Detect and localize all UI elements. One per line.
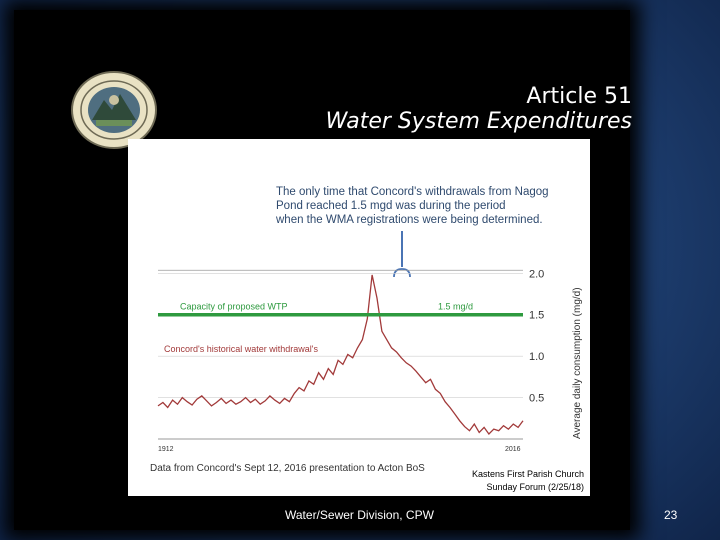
slide-title: Article 51 <box>526 84 632 109</box>
y-tick-label: 2.0 <box>529 268 545 281</box>
town-seal-icon <box>70 70 158 150</box>
capacity-label: Capacity of proposed WTP <box>180 301 288 312</box>
footer-division: Water/Sewer Division, CPW <box>285 508 434 522</box>
y-tick-label: 0.5 <box>529 392 545 405</box>
credit-line-1: Kastens First Parish Church <box>471 469 584 479</box>
withdrawal-chart <box>128 139 590 496</box>
source-note: Data from Concord's Sept 12, 2016 presentation to Acton BoS <box>150 463 425 474</box>
credit-line-2: Sunday Forum (2/25/18) <box>486 482 584 492</box>
capacity-value-label: 1.5 mg/d <box>438 301 474 312</box>
x-tick-last: 2016 <box>505 446 521 453</box>
slide-subtitle: Water System Expenditures <box>325 109 632 134</box>
y-tick-label: 1.0 <box>529 351 545 364</box>
series-label: Concord's historical water withdrawal's <box>164 344 318 354</box>
page-number: 23 <box>664 508 678 522</box>
annotation-line-2: Pond reached 1.5 mgd was during the period <box>276 200 506 212</box>
annotation-line-1: The only time that Concord's withdrawals from Nagog <box>276 186 549 198</box>
x-tick-first: 1912 <box>158 446 174 453</box>
annotation-line-3: when the WMA registrations were being determined. <box>276 214 543 226</box>
y-axis-label: Average daily consumption (mg/d) <box>572 287 583 439</box>
y-tick-label: 1.5 <box>529 309 545 322</box>
slide-title-block <box>326 84 632 134</box>
